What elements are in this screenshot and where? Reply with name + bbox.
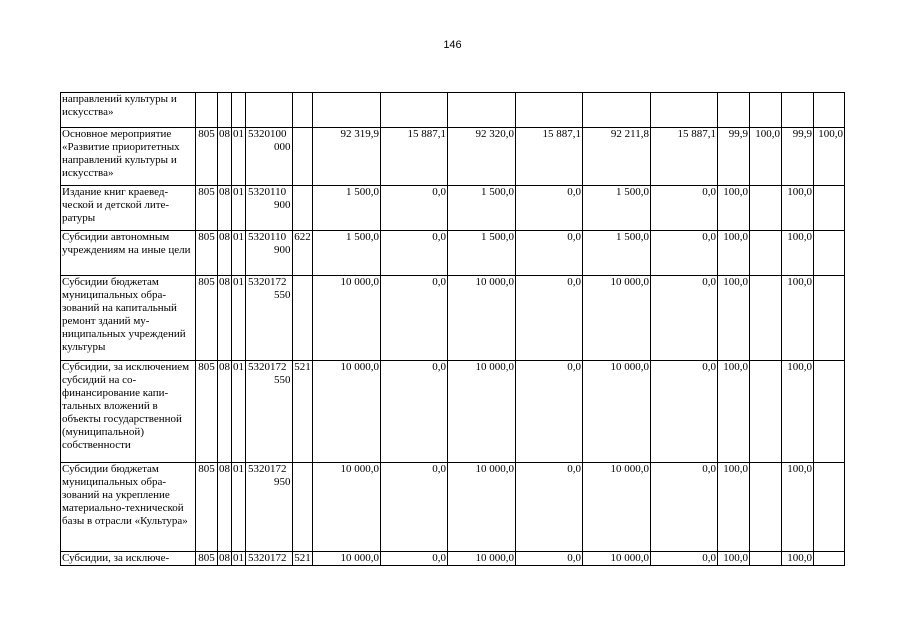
percent-cell (750, 93, 782, 128)
value-cell: 0,0 (651, 361, 718, 463)
subsection-code: 01 (232, 231, 246, 276)
value-cell (516, 93, 583, 128)
value-cell: 10 000,0 (313, 276, 381, 361)
value-cell: 10 000,0 (583, 361, 651, 463)
value-cell (381, 93, 448, 128)
percent-cell: 100,0 (718, 186, 750, 231)
grbs-code (196, 93, 218, 128)
value-cell: 0,0 (381, 276, 448, 361)
percent-cell (814, 231, 845, 276)
target-article-code (246, 276, 293, 361)
value-cell: 0,0 (516, 186, 583, 231)
value-cell: 0,0 (516, 276, 583, 361)
value-cell: 10 000,0 (448, 276, 516, 361)
row-name: Субсидии автономным учреждениям на иные цели (61, 231, 196, 276)
value-cell: 10 000,0 (448, 463, 516, 552)
percent-cell (750, 552, 782, 566)
percent-cell: 100,0 (782, 463, 814, 552)
table-row (61, 276, 845, 361)
value-cell: 0,0 (651, 186, 718, 231)
value-cell: 15 887,1 (651, 128, 718, 186)
grbs-code: 805 (196, 361, 218, 463)
target-article-code (246, 128, 293, 186)
grbs-code: 805 (196, 463, 218, 552)
csr-line-2: 950 (274, 476, 291, 488)
value-cell: 10 000,0 (313, 463, 381, 552)
value-cell: 15 887,1 (516, 128, 583, 186)
expense-type-code (293, 93, 313, 128)
value-cell: 0,0 (516, 552, 583, 566)
percent-cell: 100,0 (782, 276, 814, 361)
value-cell: 0,0 (381, 361, 448, 463)
grbs-code: 805 (196, 552, 218, 566)
row-name: Субсидии, за исключе- (61, 552, 196, 566)
row-name: направлений культуры и искусства» (61, 93, 196, 128)
csr-line-2: 550 (274, 289, 291, 301)
percent-cell (814, 361, 845, 463)
percent-cell (814, 276, 845, 361)
value-cell: 15 887,1 (381, 128, 448, 186)
table-row (61, 552, 845, 566)
percent-cell (814, 186, 845, 231)
value-cell: 1 500,0 (313, 186, 381, 231)
target-article-code (246, 231, 293, 276)
percent-cell (718, 93, 750, 128)
expense-type-code (293, 128, 313, 186)
section-code: 08 (218, 186, 232, 231)
percent-cell: 100,0 (782, 231, 814, 276)
row-name: Субсидии, за исключением субсидий на софинансирование капитальных вложений в объекты государственной (муниципальной) собственности (61, 361, 196, 463)
csr-line-2: 550 (274, 374, 291, 386)
target-article-code (246, 93, 293, 128)
percent-cell: 100,0 (814, 128, 845, 186)
value-cell: 1 500,0 (583, 231, 651, 276)
value-cell: 1 500,0 (313, 231, 381, 276)
value-cell: 10 000,0 (313, 552, 381, 566)
grbs-code: 805 (196, 231, 218, 276)
value-cell: 0,0 (651, 552, 718, 566)
percent-cell (750, 361, 782, 463)
value-cell: 10 000,0 (583, 552, 651, 566)
subsection-code: 01 (232, 128, 246, 186)
value-cell: 0,0 (381, 463, 448, 552)
value-cell: 10 000,0 (583, 463, 651, 552)
subsection-code: 01 (232, 361, 246, 463)
row-name: Субсидии бюджетам муниципальных образований на капитальный ремонт зданий муниципальных учреждений культуры (61, 276, 196, 361)
csr-line-1: 5320110 (248, 231, 287, 243)
percent-cell: 99,9 (718, 128, 750, 186)
grbs-code: 805 (196, 276, 218, 361)
csr-line-1: 5320100 (248, 128, 287, 140)
value-cell: 0,0 (651, 276, 718, 361)
section-code: 08 (218, 276, 232, 361)
section-code (218, 93, 232, 128)
section-code: 08 (218, 361, 232, 463)
grbs-code: 805 (196, 128, 218, 186)
table-row (61, 463, 845, 552)
value-cell: 92 319,9 (313, 128, 381, 186)
subsection-code: 01 (232, 186, 246, 231)
value-cell: 0,0 (516, 231, 583, 276)
value-cell: 0,0 (381, 186, 448, 231)
value-cell (651, 93, 718, 128)
target-article-code (246, 463, 293, 552)
csr-line-2: 900 (274, 244, 291, 256)
table-row (61, 361, 845, 463)
expense-type-code: 521 (293, 361, 313, 463)
value-cell: 0,0 (381, 231, 448, 276)
subsection-code: 01 (233, 552, 244, 564)
value-cell: 10 000,0 (448, 552, 516, 566)
expense-type-code (293, 276, 313, 361)
row-name: Издание книг краеведческой и детской литературы (61, 186, 196, 231)
value-cell (448, 93, 516, 128)
csr-line-2: 900 (274, 199, 291, 211)
percent-cell (782, 93, 814, 128)
table-row (61, 93, 845, 128)
subsection-code: 01 (232, 276, 246, 361)
budget-table (60, 92, 845, 566)
percent-cell: 100,0 (782, 552, 814, 566)
percent-cell: 99,9 (782, 128, 814, 186)
value-cell: 1 500,0 (448, 231, 516, 276)
percent-cell (750, 463, 782, 552)
value-cell (583, 93, 651, 128)
percent-cell (750, 186, 782, 231)
value-cell: 0,0 (651, 463, 718, 552)
percent-cell (814, 93, 845, 128)
row-name: Субсидии бюджетам муниципальных образований на укрепление материально-технической базы в отрасли «Культура» (61, 463, 196, 552)
table-row (61, 186, 845, 231)
percent-cell: 100,0 (718, 463, 750, 552)
target-article-code (246, 552, 293, 566)
csr-line-1: 5320172 (248, 463, 287, 475)
csr-line-1: 5320110 (248, 186, 287, 198)
percent-cell: 100,0 (718, 276, 750, 361)
csr-line-1: 5320172 (248, 276, 287, 288)
section-code: 08 (218, 128, 232, 186)
value-cell: 92 320,0 (448, 128, 516, 186)
percent-cell: 100,0 (718, 361, 750, 463)
page-number: 146 (443, 39, 462, 51)
percent-cell (814, 552, 845, 566)
percent-cell: 100,0 (718, 552, 750, 566)
subsection-code (232, 93, 246, 128)
percent-cell (814, 463, 845, 552)
percent-cell: 100,0 (782, 186, 814, 231)
value-cell: 0,0 (516, 361, 583, 463)
expense-type-code: 622 (293, 231, 313, 276)
percent-cell (750, 276, 782, 361)
value-cell: 10 000,0 (448, 361, 516, 463)
expense-type-code (293, 463, 313, 552)
section-code: 08 (218, 231, 232, 276)
value-cell: 0,0 (516, 463, 583, 552)
percent-cell (750, 231, 782, 276)
table-row (61, 128, 845, 186)
csr-line-2: 000 (274, 141, 291, 153)
expense-type-code: 521 (294, 552, 311, 564)
percent-cell: 100,0 (782, 361, 814, 463)
section-code: 08 (219, 552, 230, 564)
value-cell: 0,0 (381, 552, 448, 566)
value-cell: 1 500,0 (583, 186, 651, 231)
csr-line-1: 5320172 (248, 361, 287, 373)
csr-line-1: 5320172 (248, 552, 287, 564)
table-row (61, 231, 845, 276)
row-name: Основное мероприятие «Развитие приоритетных направлений культуры и искусства» (61, 128, 196, 186)
target-article-code (246, 361, 293, 463)
subsection-code: 01 (232, 463, 246, 552)
percent-cell: 100,0 (750, 128, 782, 186)
value-cell: 10 000,0 (583, 276, 651, 361)
percent-cell: 100,0 (718, 231, 750, 276)
expense-type-code (293, 186, 313, 231)
target-article-code (246, 186, 293, 231)
value-cell (313, 93, 381, 128)
value-cell: 0,0 (651, 231, 718, 276)
value-cell: 92 211,8 (583, 128, 651, 186)
value-cell: 1 500,0 (448, 186, 516, 231)
grbs-code: 805 (196, 186, 218, 231)
section-code: 08 (218, 463, 232, 552)
value-cell: 10 000,0 (313, 361, 381, 463)
